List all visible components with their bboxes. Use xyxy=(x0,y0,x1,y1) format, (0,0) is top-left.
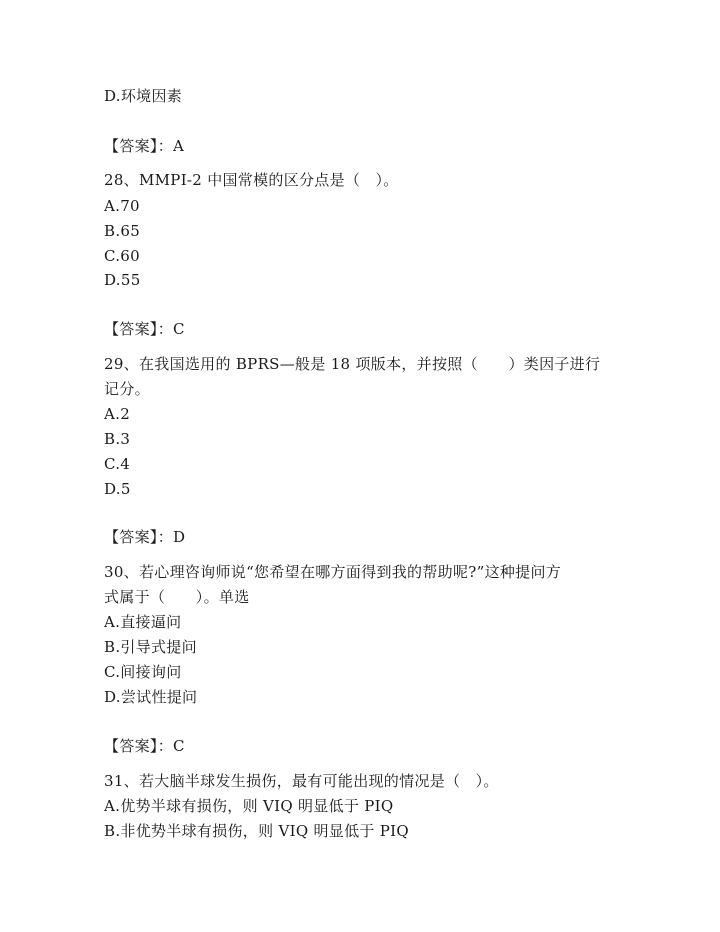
q29-option-a: A.2 xyxy=(104,405,131,423)
q28-option-a: A.70 xyxy=(104,197,140,215)
q30-option-d: D.尝试性提问 xyxy=(104,688,198,706)
q30-option-a: A.直接逼问 xyxy=(104,613,182,631)
q28-answer: 【答案】：C xyxy=(104,320,185,338)
q29-answer: 【答案】：D xyxy=(104,528,186,546)
q30-stem-line-1: 30、若心理咨询师说“您希望在哪方面得到我的帮助呢?”这种提问方 xyxy=(104,563,562,581)
q30-option-c: C.间接询问 xyxy=(104,663,182,681)
q31-option-a: A.优势半球有损伤，则 VIQ 明显低于 PIQ xyxy=(104,797,394,815)
q30-option-b: B.引导式提问 xyxy=(104,638,197,656)
q28-option-c: C.60 xyxy=(104,247,140,265)
q28-option-d: D.55 xyxy=(104,271,141,289)
q29-option-d: D.5 xyxy=(104,480,131,498)
q30-answer: 【答案】：C xyxy=(104,737,185,755)
q27-answer: 【答案】：A xyxy=(104,137,185,155)
q29-stem-line-1: 29、在我国选用的 BPRS—般是 18 项版本，并按照（ ）类因子进行 xyxy=(104,355,601,373)
q28-option-b: B.65 xyxy=(104,222,141,240)
q29-option-b: B.3 xyxy=(104,430,131,448)
q30-stem-line-2: 式属于（ ）。单选 xyxy=(104,588,250,606)
q29-stem-line-2: 记分。 xyxy=(104,380,150,398)
q27-option-d: D.环境因素 xyxy=(104,87,183,105)
q31-stem: 31、若大脑半球发生损伤，最有可能出现的情况是（ ）。 xyxy=(104,772,499,790)
q28-stem: 28、MMPI-2 中国常模的区分点是（ ）。 xyxy=(104,171,399,189)
q29-option-c: C.4 xyxy=(104,455,131,473)
q31-option-b: B.非优势半球有损伤，则 VIQ 明显低于 PIQ xyxy=(104,822,409,840)
